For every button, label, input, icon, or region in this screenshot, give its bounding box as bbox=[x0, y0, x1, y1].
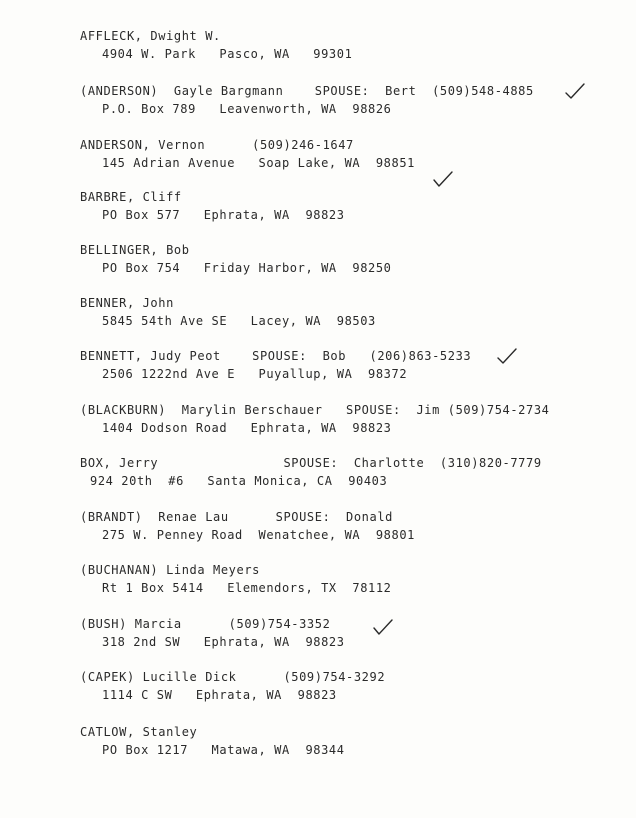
entry-buchanan bbox=[80, 561, 620, 597]
check-mark-icon bbox=[372, 618, 394, 636]
entry-blackburn bbox=[80, 401, 620, 437]
entry-name-line: CATLOW, Stanley bbox=[80, 725, 198, 739]
entry-address-line: P.O. Box 789 Leavenworth, WA 98826 bbox=[102, 102, 392, 116]
entry-benner bbox=[80, 294, 620, 330]
check-mark-icon bbox=[432, 170, 454, 188]
check-mark-icon bbox=[496, 347, 518, 365]
entry-name-line: (BUSH) Marcia (509)754-3352 bbox=[80, 617, 331, 631]
entry-address-line: 4904 W. Park Pasco, WA 99301 bbox=[102, 47, 353, 61]
entry-bellinger bbox=[80, 241, 620, 277]
entry-name-line: BENNETT, Judy Peot SPOUSE: Bob (206)863-5233 bbox=[80, 349, 472, 363]
entry-address-line: PO Box 754 Friday Harbor, WA 98250 bbox=[102, 261, 392, 275]
entry-address-line: 5845 54th Ave SE Lacey, WA 98503 bbox=[102, 314, 376, 328]
entry-address-line: 275 W. Penney Road Wenatchee, WA 98801 bbox=[102, 528, 415, 542]
entry-address-line: 924 20th #6 Santa Monica, CA 90403 bbox=[90, 474, 388, 488]
entry-affleck bbox=[80, 27, 620, 63]
entry-address-line: PO Box 1217 Matawa, WA 98344 bbox=[102, 743, 345, 757]
entry-name-line: BENNER, John bbox=[80, 296, 174, 310]
entry-name-line: (ANDERSON) Gayle Bargmann SPOUSE: Bert (509)548-4885 bbox=[80, 84, 534, 98]
entry-name-line: BELLINGER, Bob bbox=[80, 243, 190, 257]
entry-address-line: 2506 1222nd Ave E Puyallup, WA 98372 bbox=[102, 367, 408, 381]
entry-barbre bbox=[80, 188, 620, 224]
entry-name-line: (BUCHANAN) Linda Meyers bbox=[80, 563, 260, 577]
entry-address-line: 1404 Dodson Road Ephrata, WA 98823 bbox=[102, 421, 392, 435]
entry-capek bbox=[80, 668, 620, 704]
entry-name-line: (BLACKBURN) Marylin Berschauer SPOUSE: Jim (509)754-2734 bbox=[80, 403, 550, 417]
entry-name-line: BOX, Jerry SPOUSE: Charlotte (310)820-7779 bbox=[80, 456, 542, 470]
entry-address-line: Rt 1 Box 5414 Elemendors, TX 78112 bbox=[102, 581, 392, 595]
check-mark-icon bbox=[564, 82, 586, 100]
entry-name-line: BARBRE, Cliff bbox=[80, 190, 182, 204]
entry-name-line: (CAPEK) Lucille Dick (509)754-3292 bbox=[80, 670, 386, 684]
entry-bush bbox=[80, 615, 620, 651]
entry-brandt bbox=[80, 508, 620, 544]
entry-bennett bbox=[80, 347, 620, 383]
entry-box bbox=[80, 454, 620, 490]
entry-address-line: 1114 C SW Ephrata, WA 98823 bbox=[102, 688, 337, 702]
entry-anderson-gayle bbox=[80, 82, 620, 118]
entry-catlow bbox=[80, 723, 620, 759]
entry-address-line: PO Box 577 Ephrata, WA 98823 bbox=[102, 208, 345, 222]
entry-address-line: 318 2nd SW Ephrata, WA 98823 bbox=[102, 635, 345, 649]
entry-anderson-vernon bbox=[80, 136, 620, 172]
entry-name-line: (BRANDT) Renae Lau SPOUSE: Donald bbox=[80, 510, 393, 524]
entry-name-line: AFFLECK, Dwight W. bbox=[80, 29, 221, 43]
entry-name-line: ANDERSON, Vernon (509)246-1647 bbox=[80, 138, 354, 152]
entry-address-line: 145 Adrian Avenue Soap Lake, WA 98851 bbox=[102, 156, 415, 170]
